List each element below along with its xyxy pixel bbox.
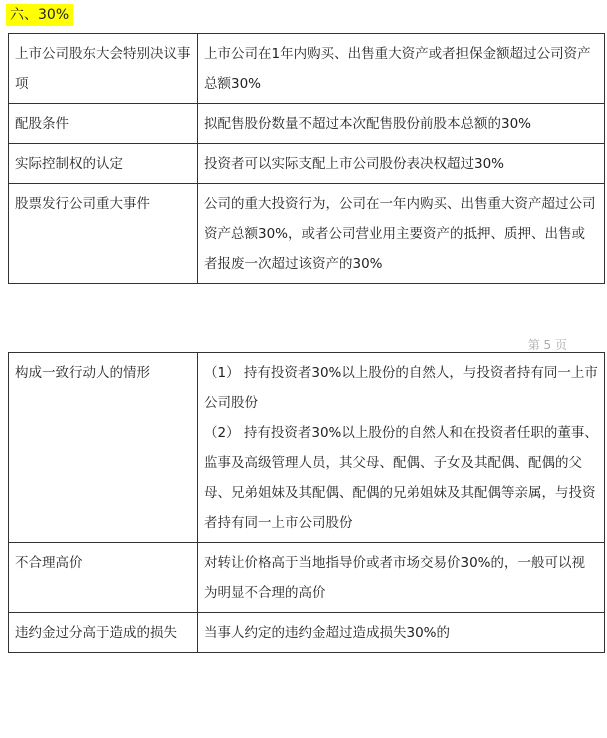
page-number: 第 5 页 [527,338,567,352]
table-row [9,34,605,104]
row-key: 构成一致行动人的情形 [9,353,198,543]
row-value: 拟配售股份数量不超过本次配售股份前股本总额的30% [198,104,605,144]
table-row [9,184,605,284]
table-row [9,613,605,653]
section-heading: 六、30% [6,4,73,26]
row-key: 上市公司股东大会特别决议事项 [9,34,198,104]
rules-table-2 [8,352,605,653]
rules-table-1 [8,33,605,284]
row-value: 上市公司在1年内购买、出售重大资产或者担保金额超过公司资产总额30% [198,34,605,104]
row-key: 股票发行公司重大事件 [9,184,198,284]
row-value: 公司的重大投资行为，公司在一年内购买、出售重大资产超过公司资产总额30%，或者公司营业用主要资产的抵押、质押、出售或者报废一次超过该资产的30% [198,184,605,284]
table-row [9,144,605,184]
row-key: 违约金过分高于造成的损失 [9,613,198,653]
row-key: 实际控制权的认定 [9,144,198,184]
row-value-item: （1） 持有投资者30%以上股份的自然人，与投资者持有同一上市公司股份 [204,365,598,411]
table-row [9,543,605,613]
row-value [198,353,605,543]
row-value: 当事人约定的违约金超过造成损失30%的 [198,613,605,653]
row-key: 不合理高价 [9,543,198,613]
row-value: 对转让价格高于当地指导价或者市场交易价30%的，一般可以视为明显不合理的高价 [198,543,605,613]
row-value-item: （2） 持有投资者30%以上股份的自然人和在投资者任职的董事、监事及高级管理人员，其父母、配偶、子女及其配偶、配偶的父母、兄弟姐妹及其配偶、配偶的兄弟姐妹及其配偶等亲属，与投资者持有同一上市公司股份 [204,425,598,531]
table-row [9,104,605,144]
row-value: 投资者可以实际支配上市公司股份表决权超过30% [198,144,605,184]
row-key: 配股条件 [9,104,198,144]
table-row [9,353,605,543]
